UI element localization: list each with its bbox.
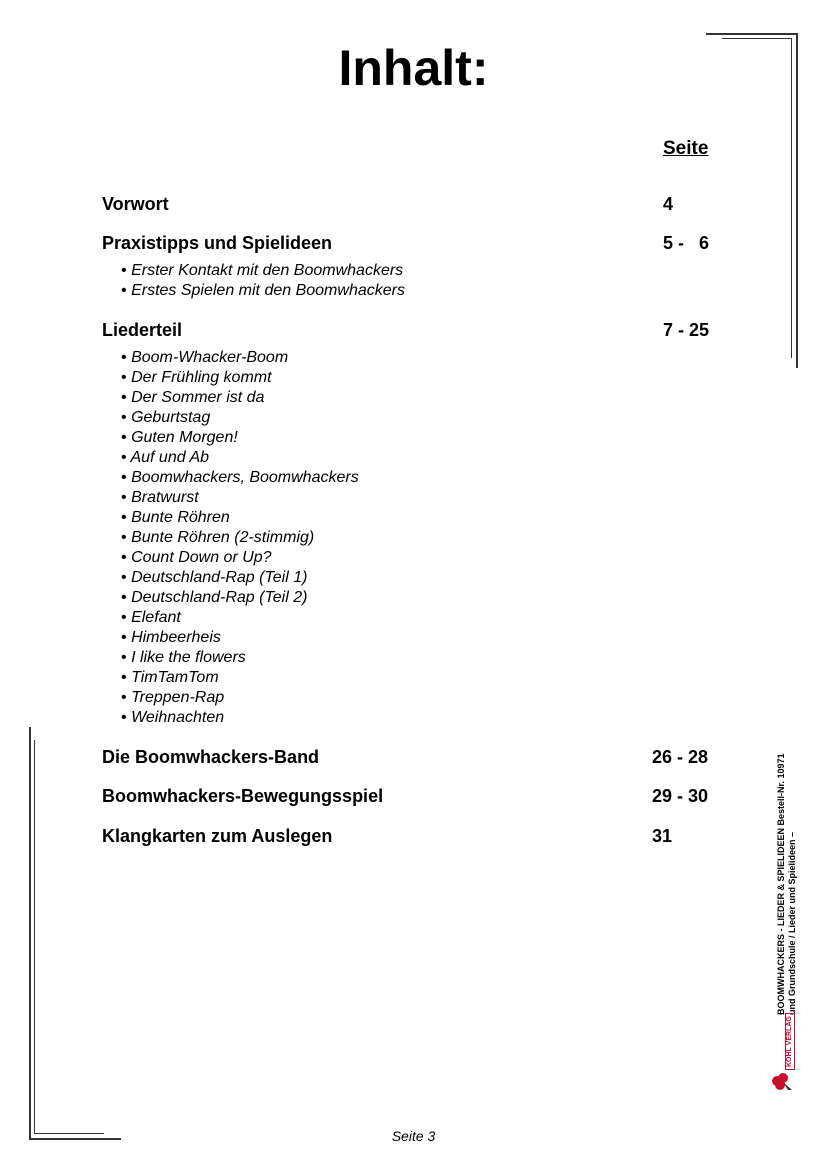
frame-line — [796, 33, 798, 368]
section-pages: 31 — [652, 826, 673, 846]
list-item: • Der Frühling kommt — [121, 369, 272, 386]
praxistipps-item-list — [121, 261, 405, 301]
list-item: • Bunte Röhren (2-stimmig) — [121, 529, 315, 546]
list-item: • Boomwhackers, Boomwhackers — [121, 469, 359, 486]
section-title: Klangkarten zum Auslegen — [102, 826, 333, 846]
toc-section-liederteil — [102, 319, 714, 341]
toc-section-praxistipps — [102, 232, 714, 254]
list-item: • TimTamTom — [121, 669, 219, 686]
list-item: • Guten Morgen! — [121, 429, 238, 446]
list-item: • Boom-Whacker-Boom — [121, 349, 289, 366]
list-item: • Erstes Spielen mit den Boomwhackers — [121, 282, 405, 299]
list-item: • Bratwurst — [121, 489, 199, 506]
toc-section-klangkarten — [102, 825, 714, 847]
publisher-logo-label: KOHL VERLAG — [785, 1013, 795, 1070]
side-text-line1: BOOMWHACKERS - LIEDER & SPIELIDEEN Bestell-Nr. 10971 — [776, 753, 786, 1015]
list-item: • Deutschland-Rap (Teil 1) — [121, 569, 308, 586]
list-item: • Elefant — [121, 609, 181, 626]
list-item: • Auf und Ab — [121, 449, 210, 466]
list-item: • Der Sommer ist da — [121, 389, 265, 406]
list-item: • Geburtstag — [121, 409, 211, 426]
list-item: • Deutschland-Rap (Teil 2) — [121, 589, 308, 606]
frame-line — [791, 38, 792, 358]
section-pages: 5 - 6 — [663, 233, 710, 253]
frame-line — [29, 727, 31, 1139]
liederteil-item-list — [121, 348, 359, 728]
page-column-header: Seite — [663, 138, 709, 159]
side-text-line2: und Grundschule / Lieder und Spielideen – — [787, 831, 797, 1015]
toc-section-vorwort — [102, 193, 714, 215]
list-item: • Weihnachten — [121, 709, 225, 726]
frame-line — [722, 38, 792, 39]
list-item: • I like the flowers — [121, 649, 246, 666]
frame-line — [34, 740, 35, 1134]
publisher-side-text — [776, 753, 798, 1015]
frame-line — [706, 33, 797, 35]
list-item: • Himbeerheis — [121, 629, 221, 646]
section-pages: 26 - 28 — [652, 747, 709, 767]
section-title: Die Boomwhackers-Band — [102, 747, 320, 767]
list-item: • Treppen-Rap — [121, 689, 225, 706]
list-item: • Count Down or Up? — [121, 549, 272, 566]
section-pages: 4 — [663, 194, 674, 214]
section-title: Vorwort — [102, 194, 169, 214]
section-pages: 29 - 30 — [652, 786, 709, 806]
section-title: Praxistipps und Spielideen — [102, 233, 333, 253]
list-item: • Erster Kontakt mit den Boomwhackers — [121, 262, 404, 279]
section-title: Liederteil — [102, 320, 183, 340]
section-title: Boomwhackers-Bewegungsspiel — [102, 786, 384, 806]
section-pages: 7 - 25 — [663, 320, 710, 340]
page-number-footer: Seite 3 — [391, 1128, 436, 1144]
toc-section-band — [102, 746, 714, 768]
toc-section-bewegungsspiel — [102, 785, 714, 807]
page-title: Inhalt: — [338, 40, 489, 96]
list-item: • Bunte Röhren — [121, 509, 230, 526]
